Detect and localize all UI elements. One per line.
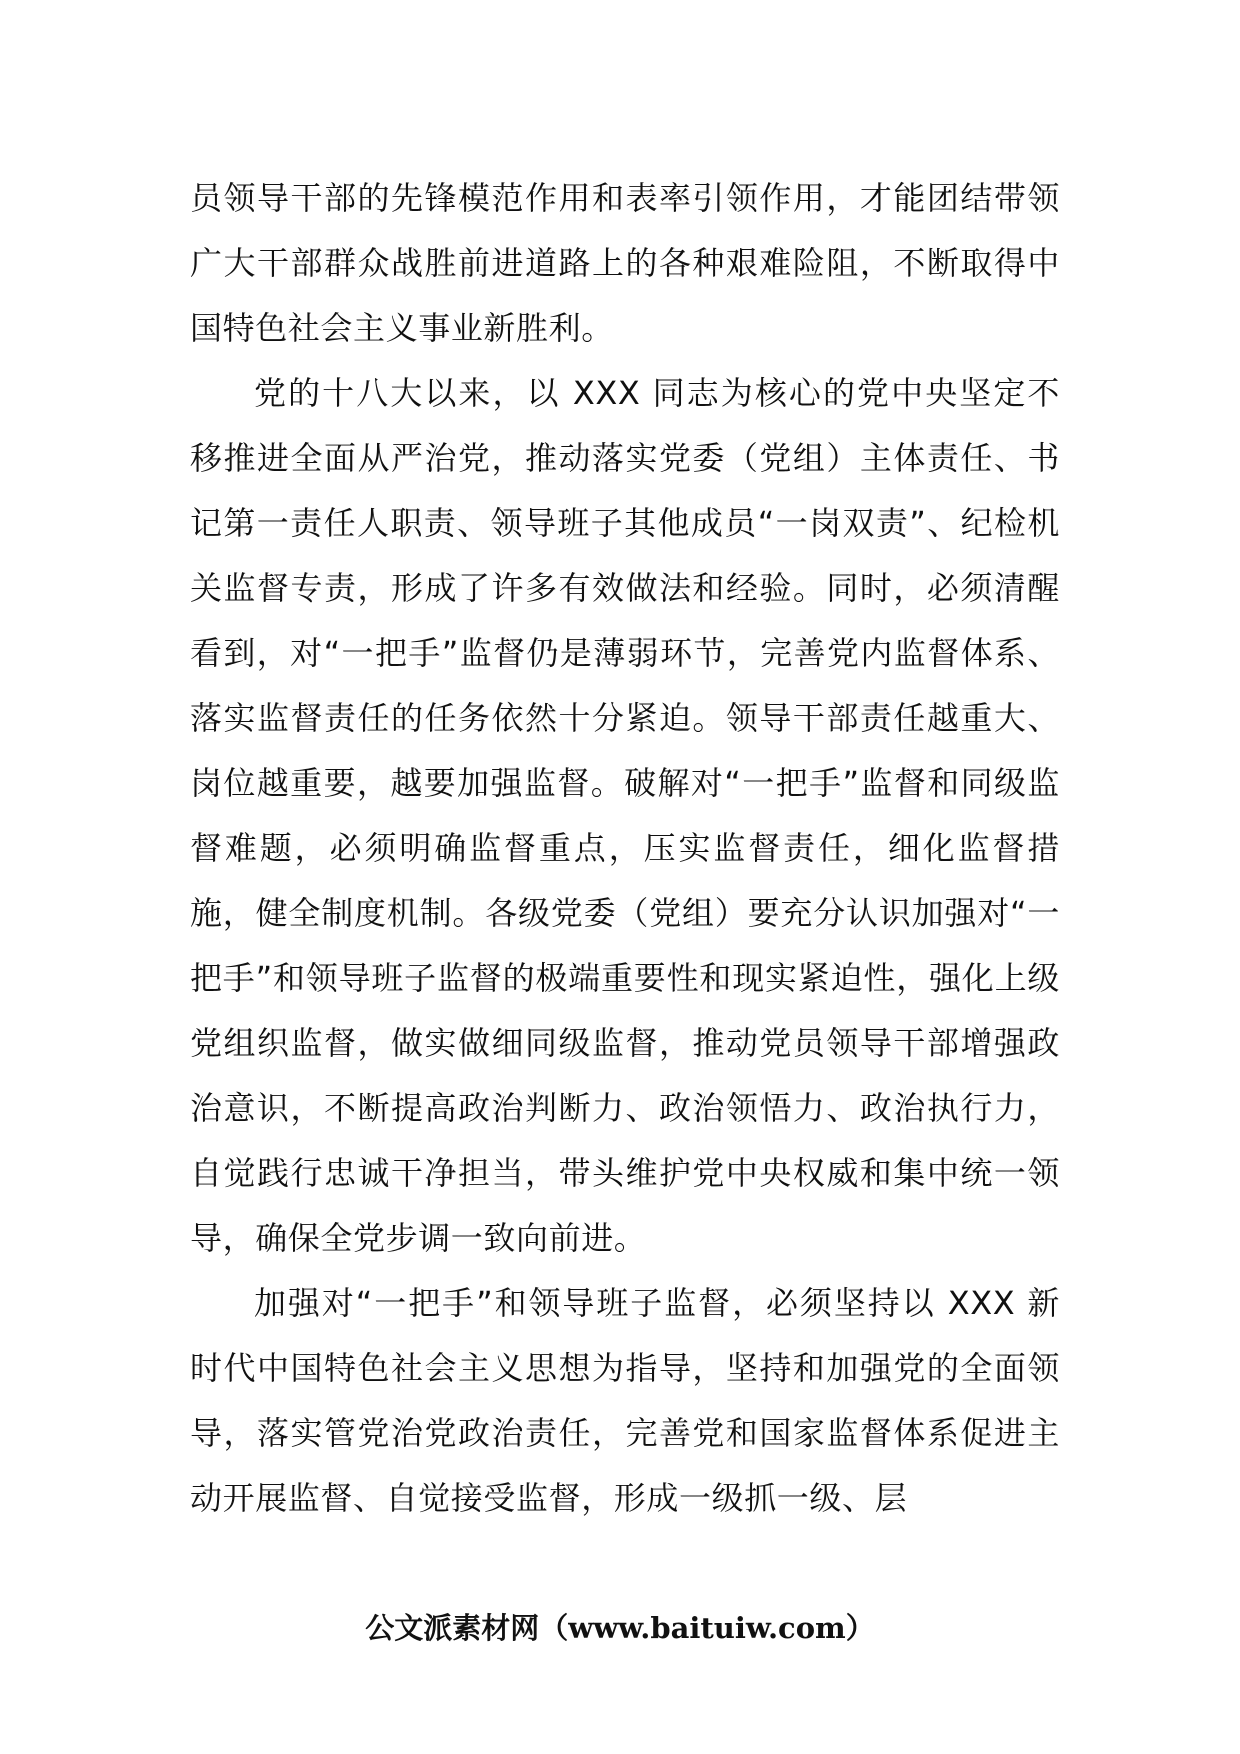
footer-source: 公文派素材网（www.baituiw.com）: [365, 1611, 875, 1645]
paragraph-2: 党的十八大以来，以 XXX 同志为核心的党中央坚定不移推进全面从严治党，推动落实党委（党组）主体责任、书记第一责任人职责、领导班子其他成员“一岗双责”、纪检机关监督专责，形成了许多有效做法和经验。同时，必须清醒看到，对“一把手”监督仍是薄弱环节，完善党内监督体系、落实监督责任的任务依然十分紧迫。领导干部责任越重大、岗位越重要，越要加强监督。破解对“一把手”监督和同级监督难题，必须明确监督重点，压实监督责任，细化监督措施，健全制度机制。各级党委（党组）要充分认识加强对“一把手”和领导班子监督的极端重要性和现实紧迫性，强化上级党组织监督，做实做细同级监督，推动党员领导干部增强政治意识，不断提高政治判断力、政治领悟力、政治执行力，自觉践行忠诚干净担当，带头维护党中央权威和集中统一领导，确保全党步调一致向前进。: [190, 374, 1060, 1257]
paragraph-3: 加强对“一把手”和领导班子监督，必须坚持以 XXX 新时代中国特色社会主义思想为指导，坚持和加强党的全面领导，落实管党治党政治责任，完善党和国家监督体系促进主动开展监督、自觉接受监督，形成一级抓一级、层: [190, 1284, 1060, 1517]
paragraph-1: 员领导干部的先锋模范作用和表率引领作用，才能团结带领广大干部群众战胜前进道路上的各种艰难险阻，不断取得中国特色社会主义事业新胜利。: [190, 179, 1060, 347]
document-body: [190, 166, 1060, 1531]
